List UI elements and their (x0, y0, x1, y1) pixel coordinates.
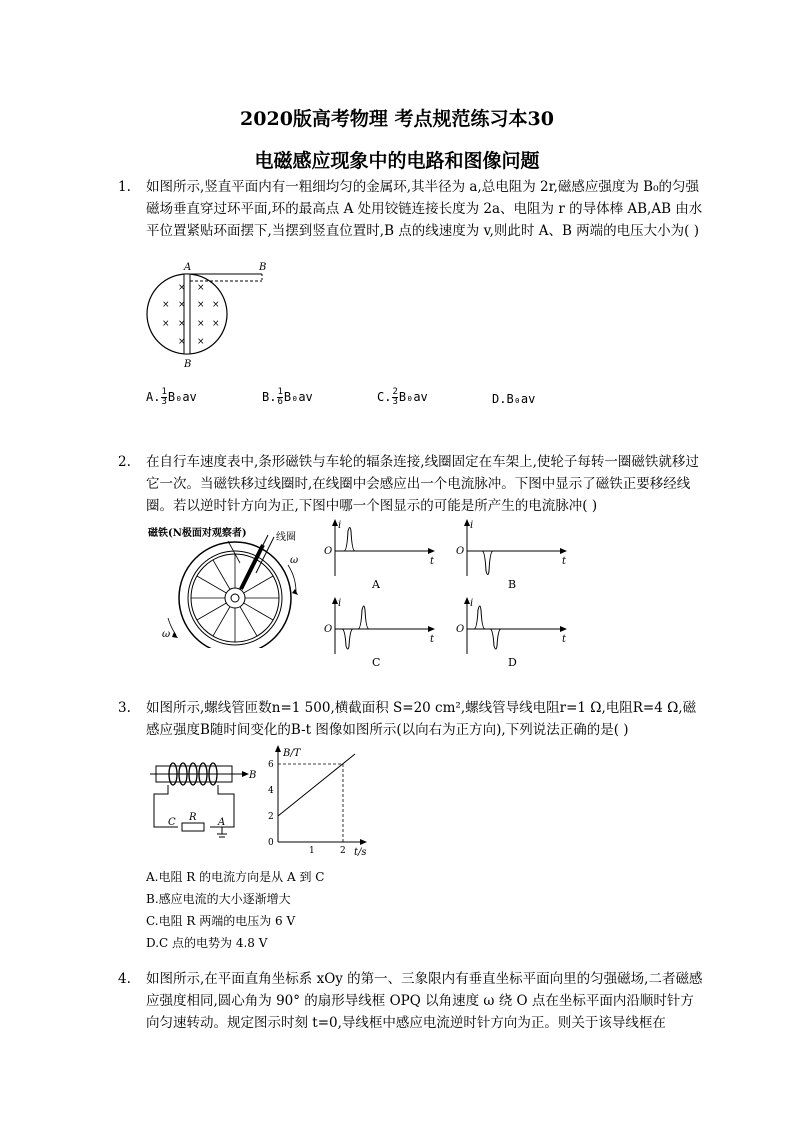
q3-option-d[interactable]: D.C 点的电势为 4.8 V (146, 936, 268, 950)
q3-option-b[interactable]: B.感应电流的大小逐渐增大 (146, 892, 291, 906)
question-3 (118, 697, 703, 741)
label-b-vertical: B (184, 359, 192, 370)
svg-text:O: O (324, 546, 333, 557)
q1-figure (140, 258, 280, 370)
q3-bt-graph (262, 744, 377, 860)
svg-text:t: t (562, 556, 567, 567)
cross-mark: × (178, 300, 186, 310)
cross-mark: × (162, 319, 170, 329)
b-field-label: B (249, 770, 257, 781)
svg-text:i: i (470, 598, 474, 609)
magnet-label: 磁铁(N极面对观察者) (148, 528, 247, 539)
q1-option-b[interactable]: B. $\frac{1}{6}$ B₀av (262, 387, 313, 407)
coil-label: 线圈 (276, 532, 296, 543)
question-text: 如图所示,在平面直角坐标系 xOy 的第一、三象限内有垂直坐标平面向里的匀强磁场,二者磁感应强度相同,圆心角为 90° 的扇形导线框 OPQ 以角速度 ω 绕 O 点在坐标平面内沿顺时针方向匀速转动。规定图示时刻 t=0,导线框中感应电流逆时针方向为正。则关于该导线框在 (146, 971, 703, 1031)
y-tick: 6 (268, 760, 274, 770)
question-2 (118, 451, 703, 517)
q2-graph-c[interactable] (320, 594, 440, 672)
resistor-label: R (189, 812, 197, 823)
cross-mark: × (212, 319, 220, 329)
cross-mark: × (197, 300, 205, 310)
graph-label: A (372, 578, 380, 591)
svg-text:O: O (324, 624, 333, 635)
q3-circuit-figure (148, 752, 258, 842)
svg-text:i: i (338, 598, 342, 609)
point-c-label: C (168, 817, 176, 828)
point-a-label: A (218, 817, 226, 828)
question-number: 3. (118, 700, 131, 716)
q2-wheel-figure (148, 523, 318, 648)
y-tick: 0 (268, 838, 274, 848)
q3-options (146, 866, 324, 954)
question-text: 如图所示,螺线管匝数n=1 500,横截面积 S=20 cm²,螺线管导线电阻r=1 Ω,电阻R=4 Ω,磁感应强度B随时间变化的B-t 图像如图所示(以向右为正方向),下列说法正确的是( ) (146, 700, 697, 738)
document-subtitle: 电磁感应现象中的电路和图像问题 (254, 150, 540, 172)
q3-option-a[interactable]: A.电阻 R 的电流方向是从 A 到 C (146, 870, 325, 884)
question-text: 如图所示,竖直平面内有一粗细均匀的金属环,其半径为 a,总电阻为 2r,磁感应强度为 B₀的匀强磁场垂直穿过环平面,环的最高点 A 处用铰链连接长度为 2a、电阻为 r 的导体棒 AB,AB 由水平位置紧贴环面摆下,当摆到竖直位置时,B 点的线速度为 v,则此时 A、B 两端的电压大小为( ) (146, 179, 703, 239)
cross-mark: × (178, 283, 186, 293)
x-tick: 2 (340, 846, 346, 856)
y-tick: 4 (268, 786, 274, 796)
label-a: A (184, 262, 192, 273)
question-text: 在自行车速度表中,条形磁铁与车轮的辐条连接,线圈固定在车架上,使轮子每转一圈磁铁就移过它一次。当磁铁移过线圈时,在线圈中会感应出一个电流脉冲。下图中显示了磁铁正要移经线圈。若以逆时针方向为正,下图中哪一个图显示的可能是所产生的电流脉冲( ) (146, 454, 699, 514)
omega-label-right: ω (290, 555, 299, 566)
x-tick: 1 (309, 846, 315, 856)
q1-option-c[interactable]: C. $\frac{2}{3}$ B₀av (377, 387, 428, 407)
question-number: 2. (118, 454, 131, 470)
question-number: 4. (118, 971, 131, 987)
q3-option-c[interactable]: C.电阻 R 两端的电压为 6 V (146, 914, 296, 928)
cross-mark: × (197, 319, 205, 329)
cross-mark: × (162, 300, 170, 310)
graph-label: B (508, 578, 517, 591)
document-title: 2020版高考物理 考点规范练习本30 (240, 108, 554, 130)
graph-label: D (508, 656, 517, 669)
y-tick: 2 (268, 812, 274, 822)
cross-mark: × (197, 337, 205, 347)
cross-mark: × (197, 283, 205, 293)
svg-text:t: t (562, 634, 567, 645)
question-1 (118, 176, 703, 242)
x-axis-label: t/s (354, 847, 367, 858)
cross-mark: × (178, 337, 186, 347)
svg-text:i: i (338, 520, 342, 531)
svg-text:O: O (456, 546, 465, 557)
svg-text:t: t (430, 634, 435, 645)
graph-label: C (372, 656, 381, 669)
cross-mark: × (212, 300, 220, 310)
question-number: 1. (118, 179, 131, 195)
cross-mark: × (178, 319, 186, 329)
q1-option-d[interactable]: D.B₀av (492, 392, 536, 406)
svg-text:O: O (456, 624, 465, 635)
question-4 (118, 968, 703, 1034)
svg-text:t: t (430, 556, 435, 567)
q1-option-a[interactable]: A. $\frac{1}{3}$ B₀av (146, 387, 197, 407)
magnetic-field-crosses (162, 283, 220, 347)
y-axis-label: B/T (283, 748, 301, 759)
q2-graph-d[interactable] (452, 594, 572, 672)
q2-graph-b[interactable] (452, 516, 572, 594)
omega-label-left: ω (162, 629, 171, 640)
svg-text:i: i (470, 520, 474, 531)
q2-graph-a[interactable] (320, 516, 440, 594)
label-b-horizontal: B (259, 262, 267, 273)
